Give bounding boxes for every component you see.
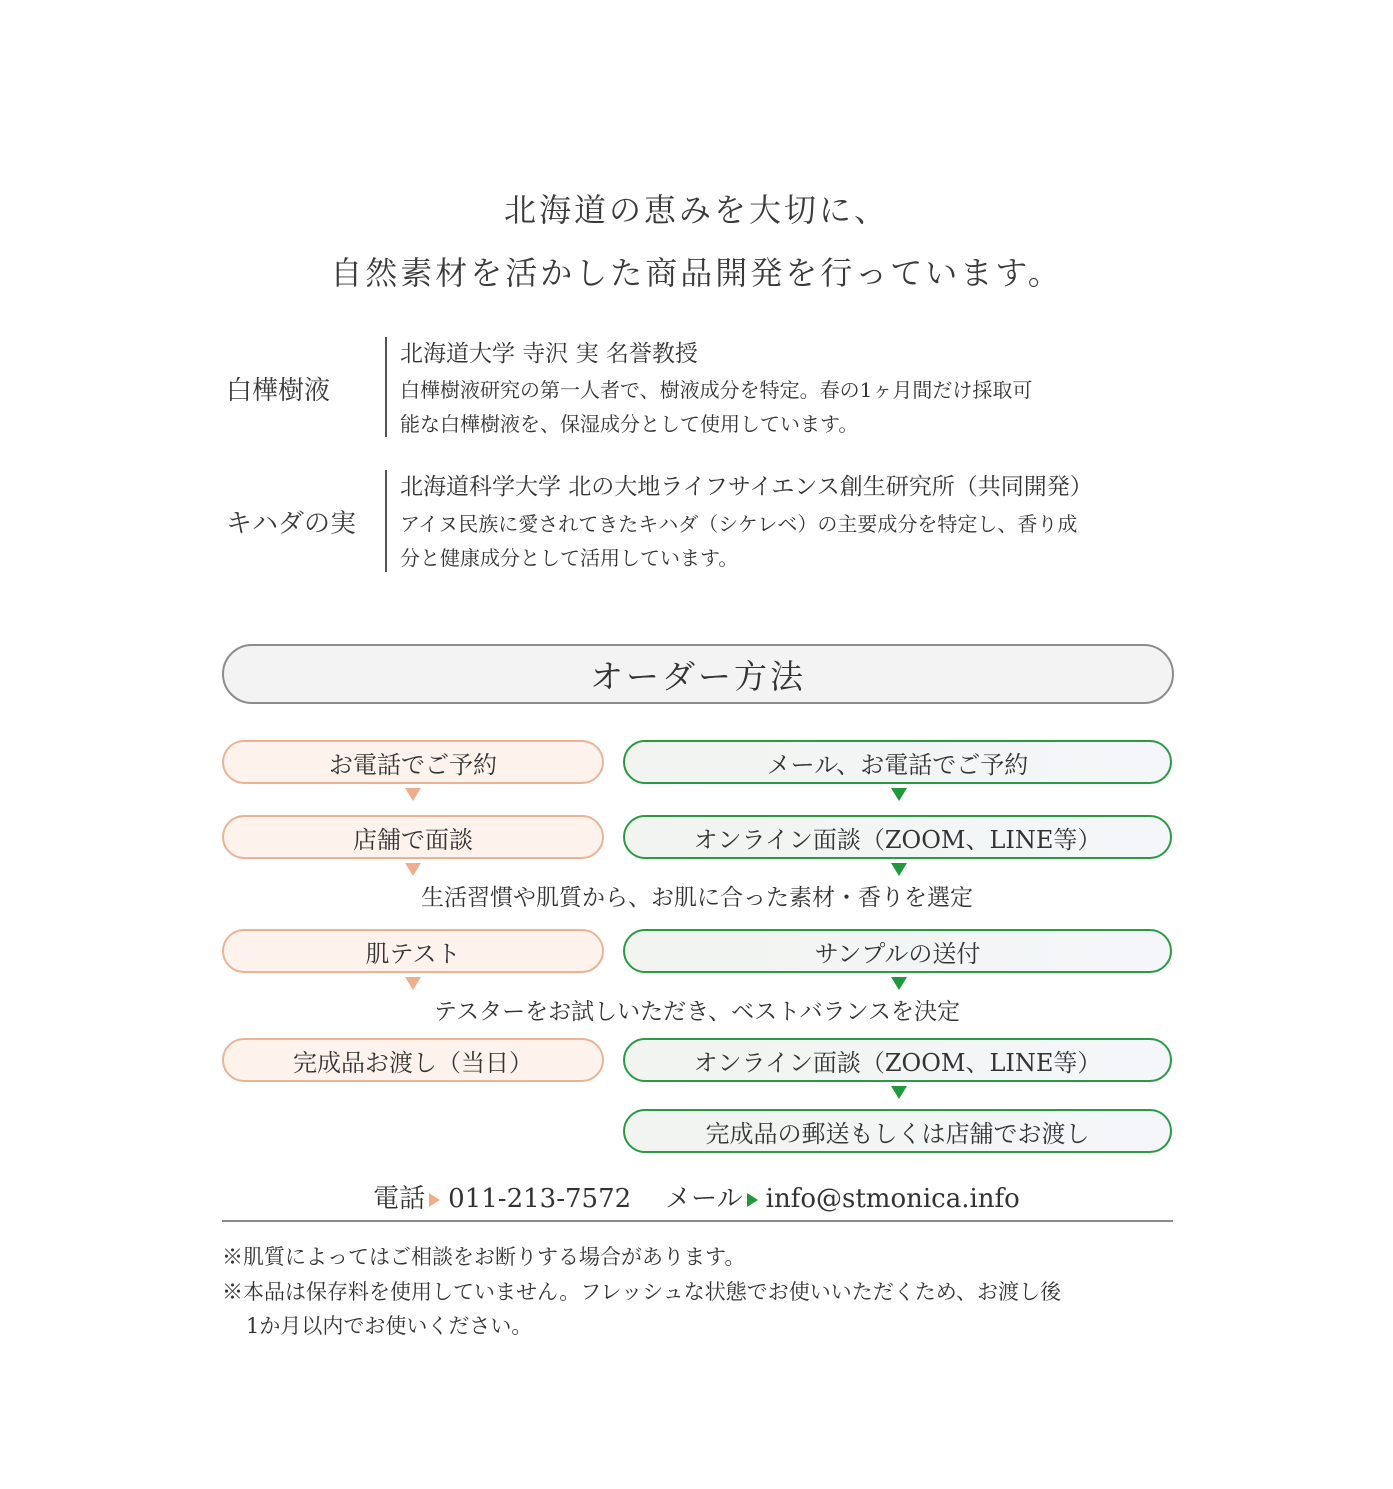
divider — [222, 1220, 1173, 1222]
material-label-birch-sap: 白樺樹液 — [226, 376, 331, 406]
mail-address[interactable]: info@stmonica.info — [765, 1184, 1020, 1214]
desc-line: アイヌ民族に愛されてきたキハダ（シケレベ）の主要成分を特定し、香り成 — [400, 512, 1078, 536]
footnote-1: ※肌質によってはご相談をお断りする場合があります。 — [222, 1245, 746, 1269]
arrow-down-icon — [891, 977, 907, 990]
headline-line-1: 北海道の恵みを大切に、 — [503, 191, 889, 229]
arrow-down-icon — [405, 788, 421, 801]
triangle-right-icon — [429, 1193, 440, 1207]
material-desc-birch-sap — [400, 373, 1180, 441]
online-step-online-consultation: オンライン面談（ZOOM、LINE等） — [623, 815, 1172, 859]
arrow-down-icon — [891, 1086, 907, 1099]
flow-note-material-selection: 生活習慣や肌質から、お肌に合った素材・香りを選定 — [421, 885, 973, 911]
arrow-down-icon — [891, 788, 907, 801]
mail-label: メール — [665, 1184, 743, 1214]
online-step-reservation: メール、お電話でご予約 — [623, 740, 1172, 784]
material-title-birch-sap: 北海道大学 寺沢 実 名誉教授 — [400, 341, 698, 367]
online-step-final-delivery: 完成品の郵送もしくは店舗でお渡し — [623, 1109, 1172, 1153]
store-step-consultation: 店舗で面談 — [222, 815, 604, 859]
footnote-2: ※本品は保存料を使用していません。フレッシュな状態でお使いいただくため、お渡し後 — [222, 1280, 1061, 1304]
material-label-kihada: キハダの実 — [226, 509, 357, 539]
arrow-down-icon — [891, 863, 907, 876]
footnote-3: 1か月以内でお使いください。 — [246, 1314, 533, 1338]
contact-line — [0, 1178, 1393, 1215]
online-step-online-consultation-2: オンライン面談（ZOOM、LINE等） — [623, 1038, 1172, 1082]
desc-line: 分と健康成分として活用しています。 — [400, 546, 739, 570]
flow-note-balance-decision: テスターをお試しいただき、ベストバランスを決定 — [433, 999, 960, 1025]
desc-line: 能な白樺樹液を、保湿成分として使用しています。 — [400, 412, 859, 436]
triangle-right-icon — [747, 1193, 758, 1207]
phone-label: 電話 — [373, 1184, 426, 1214]
arrow-down-icon — [405, 863, 421, 876]
material-divider — [385, 337, 387, 437]
store-step-skin-test: 肌テスト — [222, 929, 604, 973]
store-step-delivery: 完成品お渡し（当日） — [222, 1038, 604, 1082]
arrow-down-icon — [405, 977, 421, 990]
phone-number[interactable]: 011-213-7572 — [448, 1184, 632, 1214]
material-desc-kihada — [400, 507, 1180, 575]
order-method-heading: オーダー方法 — [222, 644, 1174, 704]
material-divider — [385, 470, 387, 572]
desc-line: 白樺樹液研究の第一人者で、樹液成分を特定。春の1ヶ月間だけ採取可 — [400, 378, 1033, 402]
material-title-kihada: 北海道科学大学 北の大地ライフサイエンス創生研究所（共同開発） — [400, 474, 1093, 500]
store-step-phone-reservation: お電話でご予約 — [222, 740, 604, 784]
headline-line-2: 自然素材を活かした商品開発を行っています。 — [330, 254, 1063, 292]
online-step-sample-shipping: サンプルの送付 — [623, 929, 1172, 973]
